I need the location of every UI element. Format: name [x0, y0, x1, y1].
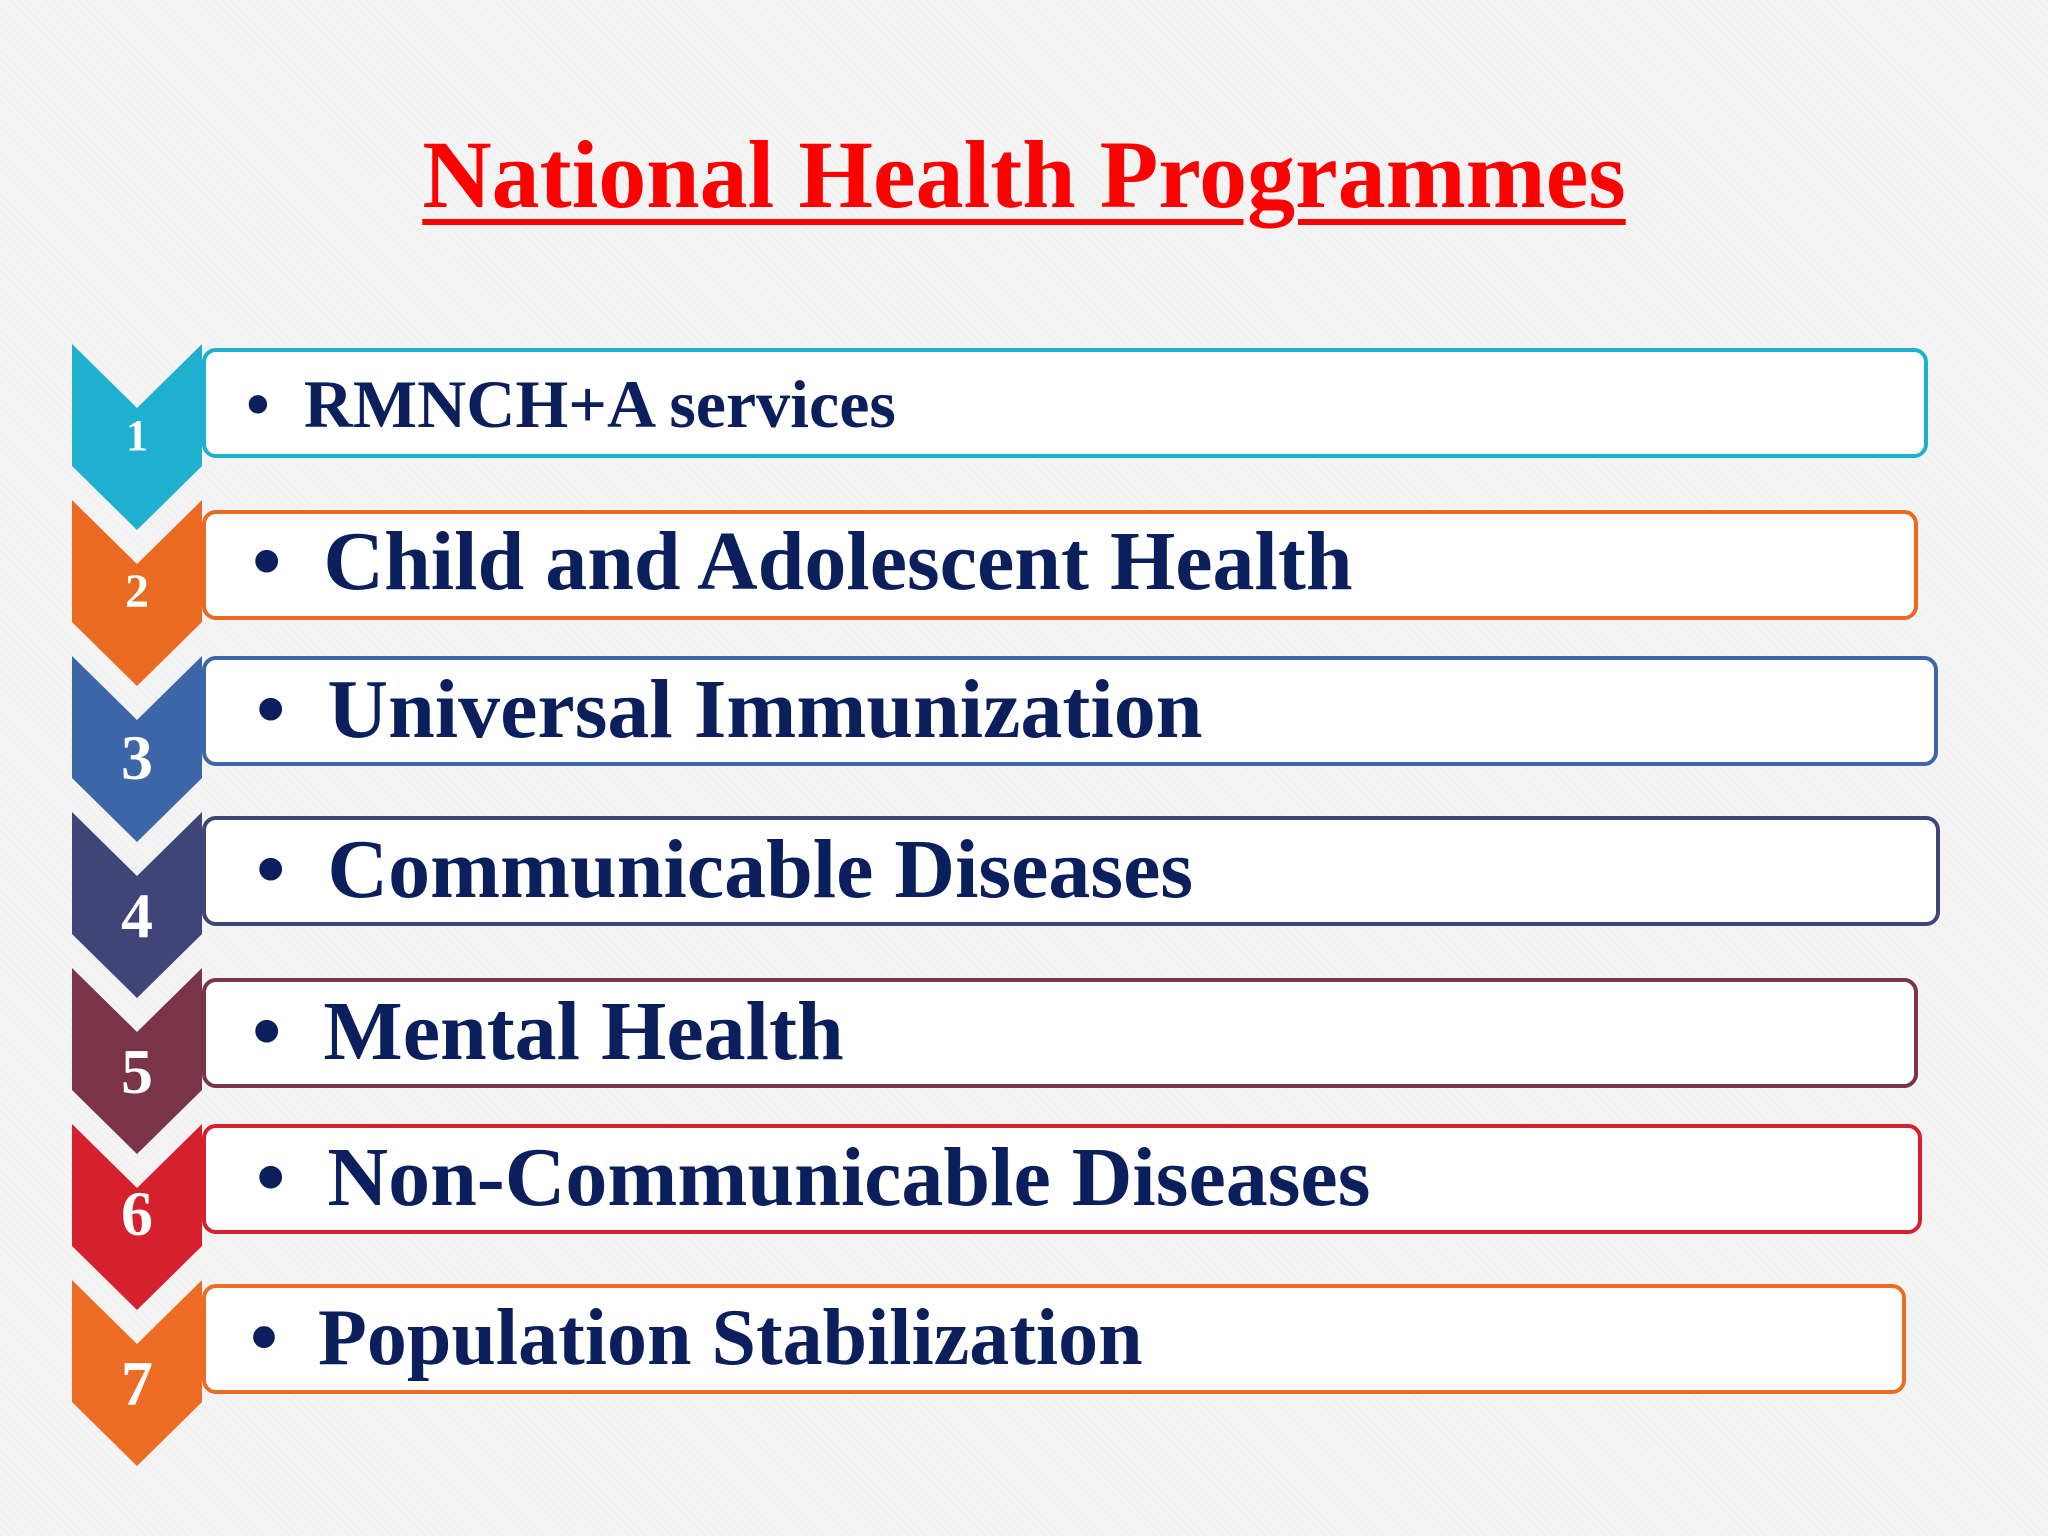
step-number-2: 2	[125, 565, 149, 618]
bullet-2: •	[252, 515, 282, 608]
page-title	[0, 120, 2048, 230]
programme-label-text-4: Communicable Diseases	[327, 823, 1194, 916]
programme-label-text-7: Population Stabilization	[318, 1294, 1143, 1382]
programme-label-3	[256, 663, 1203, 756]
programme-label-5	[252, 985, 844, 1078]
bullet-6: •	[256, 1131, 286, 1224]
programme-label-text-6: Non-Communicable Diseases	[327, 1131, 1371, 1224]
step-number-3: 3	[121, 722, 153, 793]
programme-label-4	[256, 823, 1194, 916]
programme-label-text-1: RMNCH+A services	[303, 366, 896, 442]
programme-label-6	[256, 1131, 1371, 1224]
programme-label-text-5: Mental Health	[323, 985, 844, 1078]
step-number-4: 4	[121, 880, 153, 951]
programme-label-2	[252, 515, 1353, 608]
bullet-3: •	[256, 663, 286, 756]
step-number-7: 7	[121, 1348, 153, 1419]
step-number-5: 5	[121, 1036, 153, 1107]
programme-label-text-2: Child and Adolescent Health	[323, 515, 1353, 608]
programme-label-7	[250, 1294, 1143, 1382]
page-title-text: National Health Programmes	[422, 121, 1626, 228]
step-number-1: 1	[126, 411, 148, 460]
bullet-1: •	[246, 366, 270, 442]
programme-label-text-3: Universal Immunization	[327, 663, 1203, 756]
programme-label-1	[246, 366, 896, 442]
bullet-7: •	[250, 1294, 279, 1382]
step-number-6: 6	[121, 1178, 153, 1249]
bullet-5: •	[252, 985, 282, 1078]
bullet-4: •	[256, 823, 286, 916]
